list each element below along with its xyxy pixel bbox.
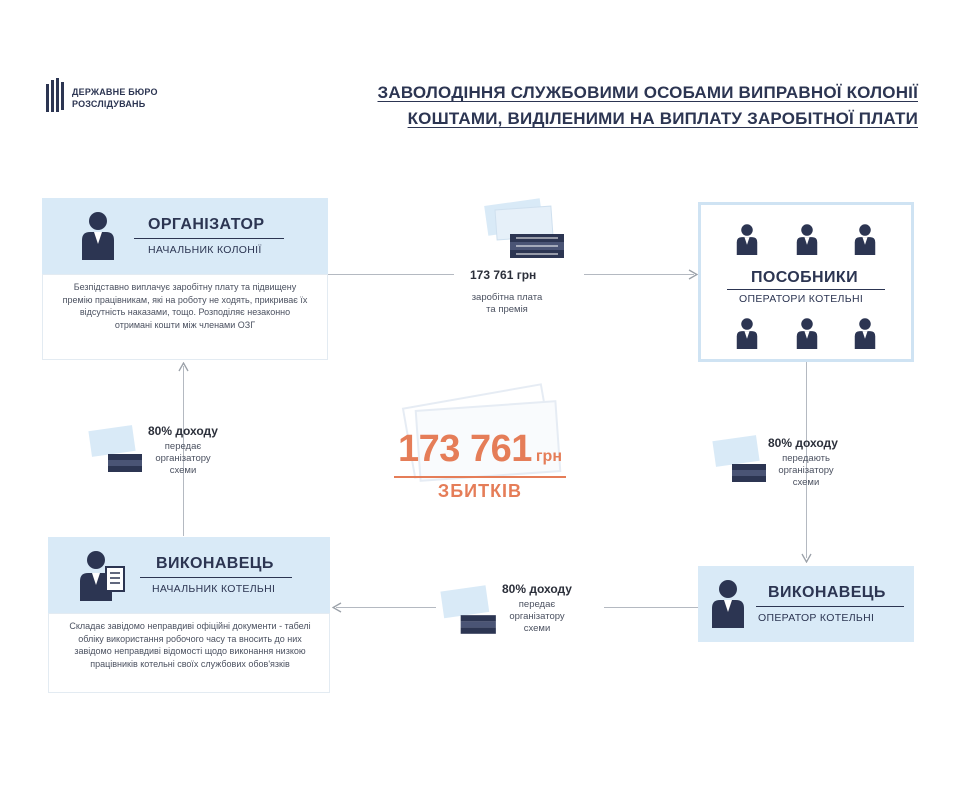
executor-head-subtitle: НАЧАЛЬНИК КОТЕЛЬНІ xyxy=(152,583,276,595)
left-flow-label xyxy=(140,441,226,477)
connector-to-executor-head xyxy=(336,607,436,608)
connector-organizer-salary xyxy=(328,274,454,275)
title-line-2: КОШТАМИ, ВИДІЛЕНИМИ НА ВИПЛАТУ ЗАРОБІТНОЇ ПЛАТИ xyxy=(407,109,918,128)
executor-operator-card xyxy=(698,566,914,642)
executor-head-title: ВИКОНАВЕЦЬ xyxy=(156,555,274,572)
salary-amount: 173 761 грн xyxy=(470,268,537,282)
right-flow-line-3: схеми xyxy=(792,477,820,488)
organizer-card xyxy=(42,198,328,274)
title-line-1: ЗАВОЛОДІННЯ СЛУЖБОВИМИ ОСОБАМИ ВИПРАВНОЇ КОЛОНІЇ xyxy=(377,83,918,102)
connector-operator-left xyxy=(604,607,698,608)
connector-salary-accomplices xyxy=(584,274,694,275)
damage-block xyxy=(350,428,610,502)
arrow-up-icon xyxy=(178,362,189,372)
right-flow-line-2: організатору xyxy=(778,465,834,476)
right-flow-line-1: передають xyxy=(782,453,830,464)
person-icon xyxy=(853,317,877,349)
person-icon xyxy=(853,223,877,255)
money-stack-icon xyxy=(88,424,146,474)
logo-line-1: ДЕРЖАВНЕ БЮРО xyxy=(72,87,158,97)
left-flow-line-1: передає xyxy=(164,441,202,452)
executor-operator-title: ВИКОНАВЕЦЬ xyxy=(768,584,886,601)
money-stack-icon xyxy=(482,198,572,260)
bottom-flow-line-1: передає xyxy=(518,599,556,610)
accomplices-underline xyxy=(727,289,885,290)
person-icon xyxy=(735,223,759,255)
executor-head-underline xyxy=(140,577,292,578)
damage-divider xyxy=(394,476,566,478)
executor-head-description: Складає завідомо неправдиві офіційні документи - табелі обліку використання робочого часу та вносить до них завідомо неправдиві відомості щодо виконання низкою працівників котельні своїх службових обов'язків xyxy=(69,621,311,669)
page-title xyxy=(352,80,918,132)
executor-operator-subtitle: ОПЕРАТОР КОТЕЛЬНІ xyxy=(758,612,875,624)
accomplices-card xyxy=(698,202,914,362)
bottom-flow-label xyxy=(494,599,580,635)
salary-label xyxy=(456,292,558,316)
person-with-document-icon xyxy=(78,549,128,601)
executor-head-description-box xyxy=(48,613,330,693)
person-icon xyxy=(80,210,116,260)
damage-amount: 173 761 xyxy=(398,428,532,470)
dbr-logo-icon xyxy=(46,78,66,114)
salary-label-line-2: та премія xyxy=(486,304,528,315)
left-flow-line-2: організатору xyxy=(155,453,211,464)
logo-text xyxy=(72,86,158,110)
left-flow-line-3: схеми xyxy=(169,465,197,476)
bottom-flow-percent: 80% доходу xyxy=(502,582,572,596)
logo-line-2: РОЗСЛІДУВАНЬ xyxy=(72,99,146,109)
arrow-left-icon xyxy=(332,602,342,613)
salary-label-line-1: заробітна плата xyxy=(471,292,543,303)
money-stack-icon xyxy=(440,584,500,636)
executor-operator-underline xyxy=(756,606,904,607)
organizer-underline xyxy=(134,238,284,239)
arrow-right-icon xyxy=(688,269,698,280)
organizer-title: ОРГАНІЗАТОР xyxy=(148,216,265,233)
damage-label: ЗБИТКІВ xyxy=(437,481,523,501)
right-flow-percent: 80% доходу xyxy=(768,436,838,450)
organizer-description-box xyxy=(42,274,328,360)
organizer-subtitle: НАЧАЛЬНИК КОЛОНІЇ xyxy=(148,244,262,256)
accomplices-title: ПОСОБНИКИ xyxy=(751,269,858,286)
organizer-description: Безпідставно виплачує заробітну плату та підвищену премію працівникам, які на роботу не ходять, прикриває їх відсутність наказами, тощо. Розподіляє незаконно отримані кошти між членами ОЗГ xyxy=(62,282,308,330)
person-icon xyxy=(735,317,759,349)
accomplices-subtitle: ОПЕРАТОРИ КОТЕЛЬНІ xyxy=(739,293,864,305)
person-icon xyxy=(795,223,819,255)
arrow-down-icon xyxy=(801,553,812,563)
left-flow-percent: 80% доходу xyxy=(148,424,218,438)
executor-head-card xyxy=(48,537,330,613)
damage-unit: грн xyxy=(535,448,562,465)
bottom-flow-line-2: організатору xyxy=(509,611,565,622)
person-icon xyxy=(795,317,819,349)
bottom-flow-line-3: схеми xyxy=(523,623,551,634)
right-flow-label xyxy=(760,453,852,489)
person-icon xyxy=(710,578,746,628)
